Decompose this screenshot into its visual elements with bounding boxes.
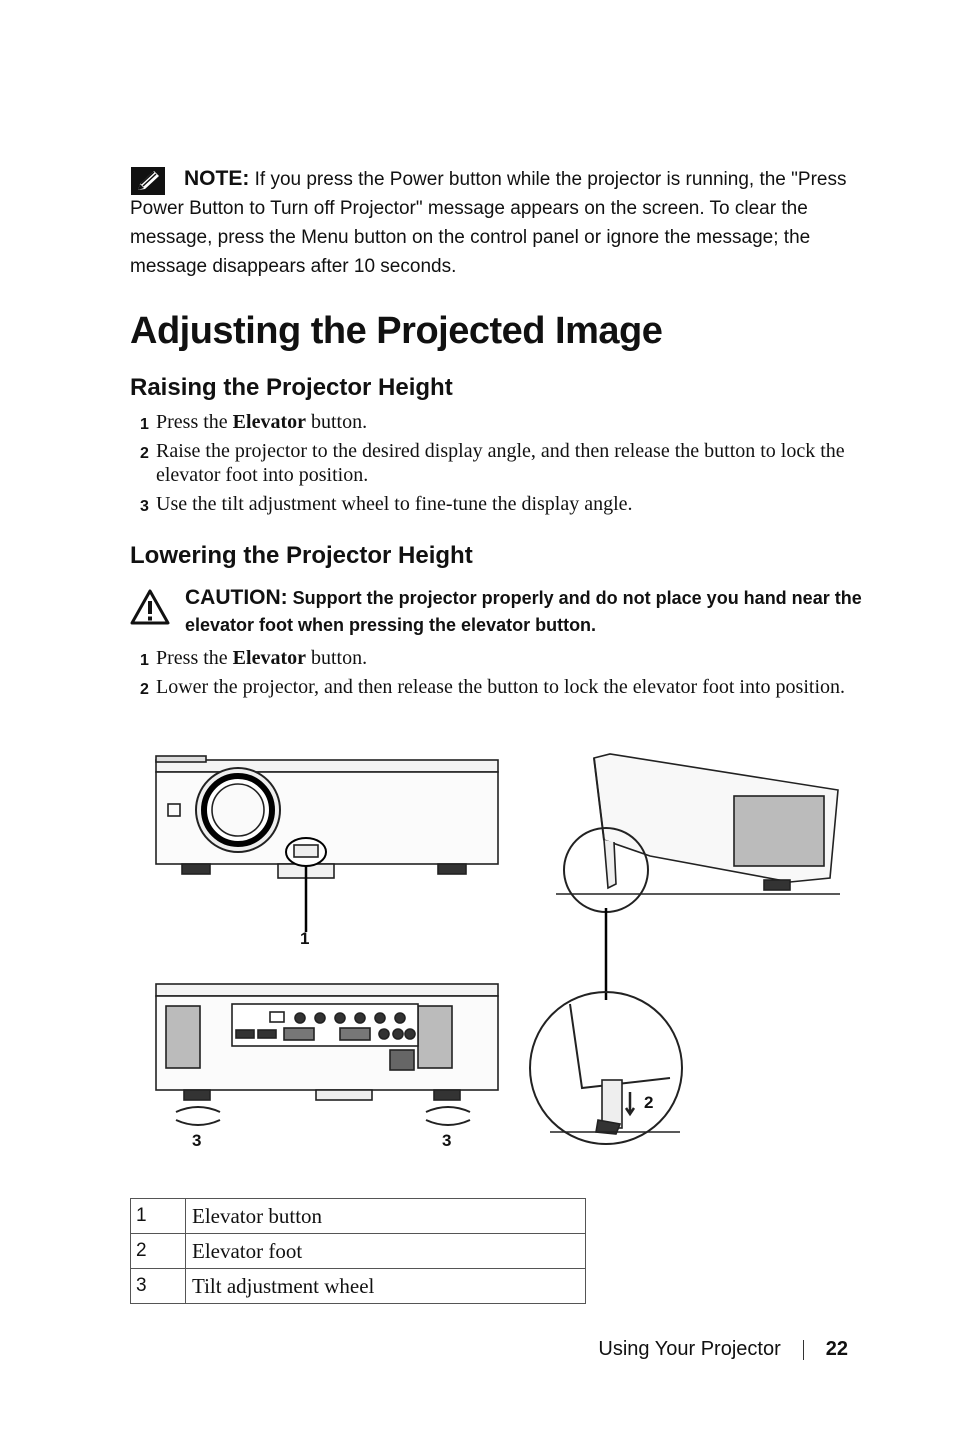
lowering-steps xyxy=(130,646,850,704)
projector-rear-view xyxy=(156,984,498,1125)
callout-3b: 3 xyxy=(442,1131,452,1150)
step-text: Use the tilt adjustment wheel to fine-tune the display angle. xyxy=(156,493,633,515)
step-text: Press the xyxy=(156,647,233,669)
legend-table xyxy=(130,1198,586,1304)
step-text: Raise the projector to the desired display angle, and then release the button to lock the elevator foot into position. xyxy=(156,440,845,486)
elevator-term: Elevator xyxy=(232,411,306,433)
legend-number: 3 xyxy=(131,1269,186,1304)
step-number: 2 xyxy=(140,681,149,698)
legend-label: Tilt adjustment wheel xyxy=(186,1269,586,1304)
raising-heading: Raising the Projector Height xyxy=(130,374,453,401)
list-item xyxy=(130,646,850,670)
page-number: 22 xyxy=(825,1338,848,1360)
step-text: button. xyxy=(305,647,368,669)
legend-label: Elevator button xyxy=(186,1199,586,1234)
caution-label: CAUTION: xyxy=(185,586,288,609)
warning-triangle-icon xyxy=(130,588,170,626)
projector-side-view xyxy=(530,754,840,1144)
pencil-note-icon xyxy=(130,166,166,196)
list-item xyxy=(130,492,850,516)
step-number: 2 xyxy=(140,445,149,462)
list-item xyxy=(130,410,850,434)
power-key: Power xyxy=(389,169,444,190)
caution-body: Support the projector properly and do not place you hand near the elevator foot when pressing the elevator button. xyxy=(185,588,862,635)
footer-section: Using Your Projector xyxy=(598,1338,781,1360)
raising-steps xyxy=(130,410,850,521)
note-text-part: If you press the xyxy=(249,169,390,190)
step-number: 1 xyxy=(140,416,149,433)
legend-number: 2 xyxy=(131,1234,186,1269)
step-number: 1 xyxy=(140,652,149,669)
note-text-part: " message appears on the screen. To clear the message, press the xyxy=(130,198,808,248)
callout-2: 2 xyxy=(644,1093,654,1112)
callout-1: 1 xyxy=(300,929,310,948)
lowering-heading: Lowering the Projector Height xyxy=(130,542,473,569)
step-text: button. xyxy=(305,411,368,433)
footer-divider xyxy=(803,1340,804,1360)
note-label: NOTE: xyxy=(184,167,250,190)
table-row xyxy=(131,1199,586,1234)
note-text-part: button on the control panel or ignore the message; the message disappears after 10 seconds. xyxy=(130,227,811,277)
legend-number: 1 xyxy=(131,1199,186,1234)
elevator-term: Elevator xyxy=(232,647,306,669)
step-number: 3 xyxy=(140,498,149,515)
table-row xyxy=(131,1269,586,1304)
step-text: Press the xyxy=(156,411,233,433)
projector-front-view xyxy=(156,756,498,932)
list-item xyxy=(130,675,850,699)
power-off-message: Press Power Button to Turn off Projector xyxy=(130,169,847,219)
page-footer xyxy=(598,1338,848,1361)
step-text: Lower the projector, and then release the button to lock the elevator foot into position. xyxy=(156,676,845,698)
legend-label: Elevator foot xyxy=(186,1234,586,1269)
note-block xyxy=(130,164,870,281)
page-title: Adjusting the Projected Image xyxy=(130,310,663,352)
menu-key: Menu xyxy=(301,227,349,248)
note-text xyxy=(130,164,870,281)
projector-elevator-figure xyxy=(150,748,840,1158)
caution-text xyxy=(185,584,870,639)
list-item xyxy=(130,439,850,487)
table-row xyxy=(131,1234,586,1269)
note-text-part: button while the projector is running, the " xyxy=(443,169,798,190)
callout-3a: 3 xyxy=(192,1131,202,1150)
caution-block xyxy=(130,584,870,639)
